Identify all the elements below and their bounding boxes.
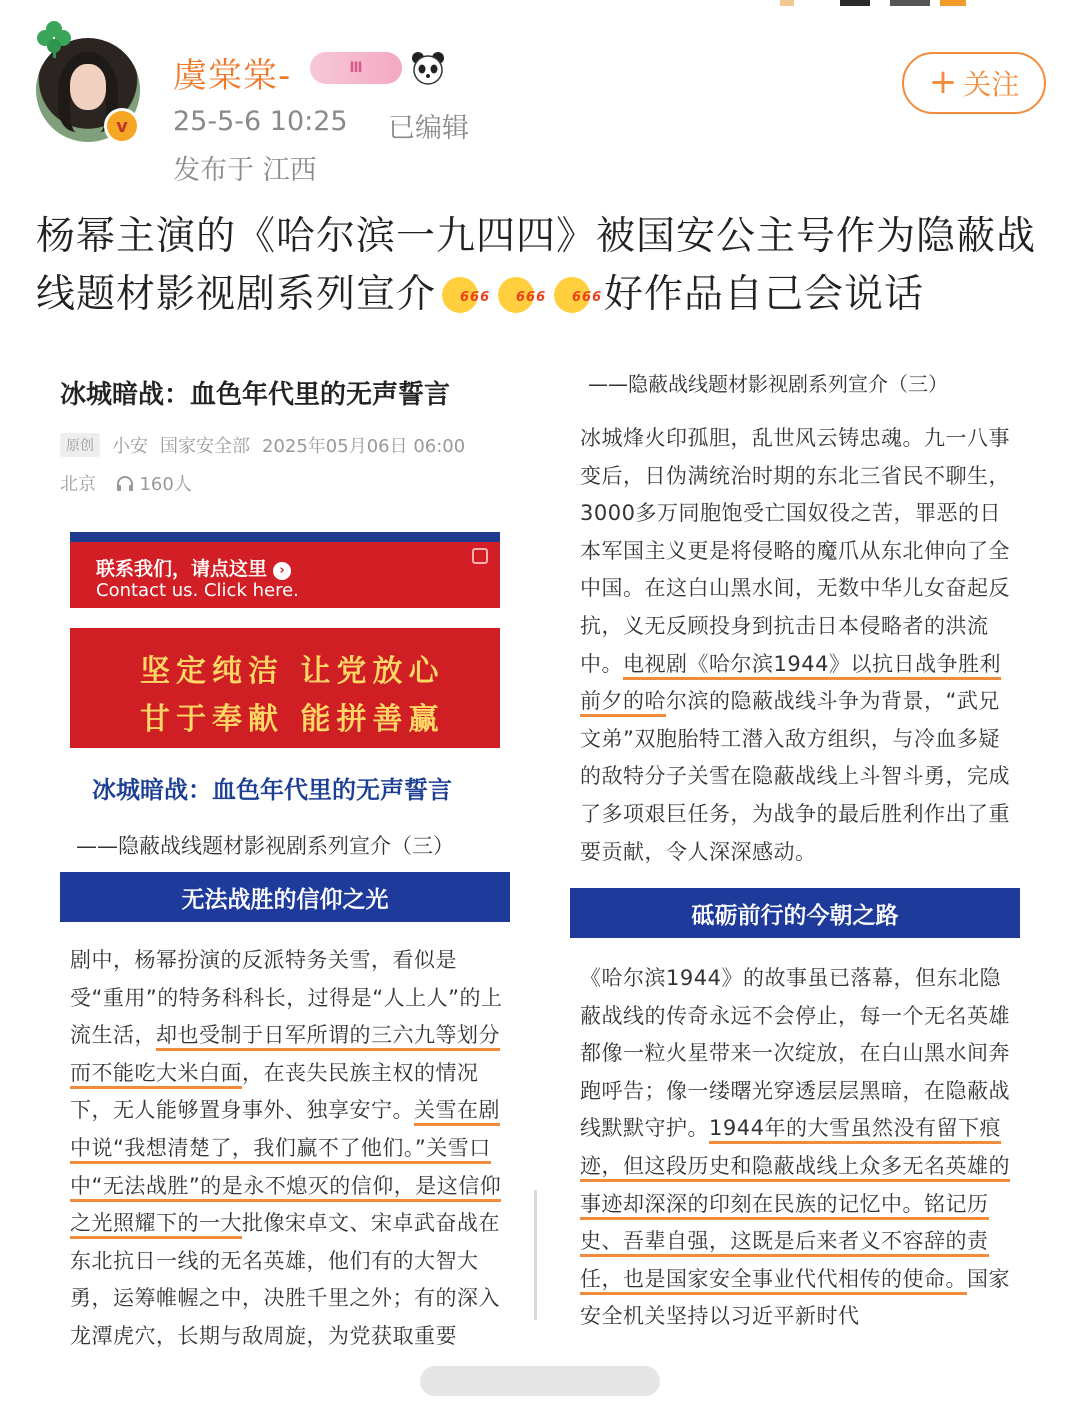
watermark — [420, 1366, 660, 1396]
headphone-icon — [116, 476, 134, 492]
post-body — [36, 208, 1046, 324]
article-account: 国家安全部 — [160, 436, 250, 457]
article-blue-title: 冰城暗战：血色年代里的无声誓言 — [92, 776, 452, 804]
smirk-666-emoji-icon: 666 — [440, 269, 488, 313]
right-paragraph-bottom: 《哈尔滨1944》的故事虽已落幕，但东北隐蔽战线的传奇永远不会停止，每一个无名英雄都像一粒火星带来一次绽放，在白山黑水间奔跑呼告；像一缕曙光穿透层层黑暗，在隐蔽战线默默守护。1944年的大雪虽然没有留下痕迹，但这段历史和隐蔽战线上众多无名英雄的事迹却深深的印刻在民族的记忆中。铭记历史、吾辈自强，这既是后来者义不容辞的责任，也是国家安全事业代代相传的使命。国家安全机关坚持以习近平新时代 — [580, 966, 1010, 1329]
contact-zh-text: 联系我们，请点这里 — [96, 558, 268, 580]
article-city: 北京 — [60, 474, 96, 495]
post-location: 发布于 江西 — [173, 155, 317, 186]
exit-icon — [472, 548, 488, 564]
smirk-666-emoji-icon: 666 — [496, 269, 544, 313]
series-subtitle-right: ——隐蔽战线题材影视剧系列宣介（三） — [588, 372, 948, 396]
series-subtitle: ——隐蔽战线题材影视剧系列宣介（三） — [76, 834, 454, 858]
arrow-right-icon: › — [273, 562, 291, 580]
section-heading-2: 砥砺前行的今朝之路 — [570, 888, 1020, 938]
member-badge[interactable]: Ⅲ — [310, 52, 402, 84]
edited-label[interactable]: 已编辑 — [388, 113, 469, 144]
right-paragraph-top: 冰城烽火印孤胆，乱世风云铸忠魂。九一八事变后，日伪满统治时期的东北三省民不聊生，3000多万同胞饱受亡国奴役之苦，罪恶的日本军国主义更是将侵略的魔爪从东北伸向了全中国。在这白山黑水间，无数中华儿女奋起反抗，义无反顾投身到抗击日本侵略者的洪流中。电视剧《哈尔滨1944》以抗日战争胜利前夕的哈尔滨的隐蔽战线斗争为背景，“武兄文弟”双胞胎特工潜入敌方组织，与冷血多疑的敌特分子关雪在隐蔽战线上斗智斗勇，完成了多项艰巨任务，为战争的最后胜利作出了重要贡献，令人深深感动。 — [580, 426, 1010, 864]
post-time: 25-5-6 10:25 — [173, 106, 348, 137]
slogan-banner — [70, 628, 500, 748]
top-image-edge — [780, 0, 1000, 8]
post-text-main: 杨幂主演的《哈尔滨一九四四》被国安公主号作为隐蔽战线题材影视剧系列宣介 — [36, 214, 1037, 317]
scrollbar — [534, 1190, 537, 1320]
smirk-666-emoji-icon: 666 — [552, 269, 600, 313]
slogan-line-1: 坚定纯洁 让党放心 — [140, 654, 445, 689]
plus-icon: + — [928, 61, 958, 102]
panda-icon — [410, 50, 446, 86]
article-author: 小安 — [112, 436, 148, 457]
follow-label: 关注 — [963, 68, 1020, 101]
contact-banner[interactable] — [70, 532, 500, 608]
clover-icon — [34, 18, 74, 58]
post-image[interactable] — [36, 340, 1046, 1390]
post-text-tail: 好作品自己会说话 — [604, 272, 925, 317]
article-meta-2 — [60, 470, 192, 496]
follow-button[interactable] — [902, 52, 1046, 114]
article-meta — [60, 432, 465, 458]
verified-badge-icon: v — [104, 108, 140, 144]
original-tag: 原创 — [60, 433, 100, 457]
article-datetime: 2025年05月06日 06:00 — [262, 436, 466, 457]
article-listens: 160人 — [139, 474, 192, 495]
username[interactable]: 虞棠棠- — [173, 56, 292, 96]
image-left-panel — [36, 340, 546, 1390]
contact-en-text: Contact us. Click here. — [96, 580, 299, 601]
slogan-line-2: 甘于奉献 能拼善赢 — [140, 702, 445, 737]
image-right-panel — [566, 340, 1046, 1390]
left-paragraph: 剧中，杨幂扮演的反派特务关雪，看似是受“重用”的特务科科长，过得是“人上人”的上流生活，却也受制于日军所谓的三六九等划分而不能吃大米白面，在丧失民族主权的情况下，无人能够置身事外、独享安宁。关雪在剧中说“我想清楚了，我们赢不了他们。”关雪口中“无法战胜”的是永不熄灭的信仰，是这信仰之光照耀下的一大批像宋卓文、宋卓武奋战在东北抗日一线的无名英雄，他们有的大智大勇，运筹帷幄之中，决胜千里之外；有的深入龙潭虎穴，长期与敌周旋，为党获取重要 — [70, 948, 503, 1348]
section-heading-1: 无法战胜的信仰之光 — [60, 872, 510, 922]
article-title: 冰城暗战：血色年代里的无声誓言 — [60, 380, 451, 410]
